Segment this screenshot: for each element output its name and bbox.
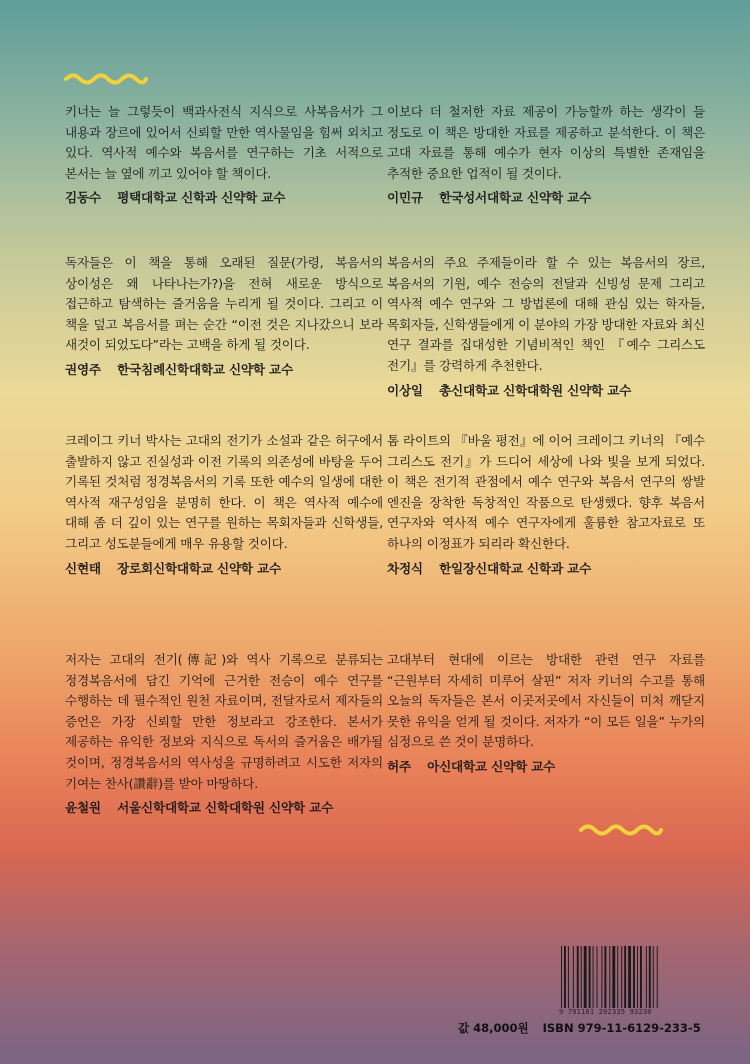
barcode-bar [657, 946, 658, 1008]
author-affiliation: 한일장신대학교 신학과 교수 [439, 560, 592, 576]
review-text: 저자는 고대의 전기(傳記)와 역사 기록으로 분류되는 정경복음서에 담긴 기억에 근거한 전승이 예수 연구를 수행하는 데 필수적인 원천 자료이며, 전달자로서 제자들의 증언은 가장 신뢰할 만한 정보라고 강조한다. 본서가 제공하는 유익한 정보와 지식으로 독서의 즐거움은 배가될 것이며, 정경복음서의 역사성을 규명하려고 시도한 저자의 기여는 찬사(讚辭)를 받아 마땅하다. [65, 652, 383, 791]
barcode-bar [577, 946, 579, 1008]
author-name: 이민규 [387, 190, 423, 206]
review-2 [387, 102, 705, 206]
barcode-bar [649, 946, 651, 1008]
review-text: 톰 라이트의 『바울 평전』에 이어 크레이그 키너의 『예수 그리스도 전기』가 드디어 세상에 나와 빛을 보게 되었다. 이 책은 전기적 관점에서 예수 연구와 복음서 연구의 쌍발 엔진을 장착한 독창적인 작품으로 탄생했다. 향후 복음서 연구자와 역사적 예수 연구자에게 훌륭한 참고자료로 또 하나의 이정표가 되리라 확신한다. [387, 433, 705, 551]
wave-decoration-top [64, 70, 148, 86]
barcode-bar [612, 946, 615, 1008]
review-4 [387, 253, 705, 399]
price: 값 48,000원 [458, 1021, 529, 1035]
review-author [387, 756, 705, 775]
review-text: 고대부터 현대에 이르는 방대한 관련 연구 자료를 “근원부터 자세히 미루어 살핀” 저자 키너의 수고를 통해 오늘의 독자들은 본서 이곳저곳에서 자신들이 미처 깨닫지 못한 유익을 얻게 될 것이다. 저자가 “이 모든 일을” 누가의 심정으로 쓴 것이 분명하다. [387, 652, 705, 750]
review-text: 이보다 더 철저한 자료 제공이 가능할까 하는 생각이 들 정도로 이 책은 방대한 자료를 제공하고 분석한다. 이 책은 고대 자료를 통해 예수가 현자 이상의 특별한 존재임을 추적한 중요한 업적이 될 것이다. [387, 104, 705, 181]
barcode-bar [601, 946, 602, 1008]
author-name: 이상일 [387, 382, 423, 398]
barcode-bar [633, 946, 635, 1008]
wave-decoration-bottom [579, 821, 663, 837]
author-name: 윤철원 [65, 800, 101, 816]
author-affiliation: 한국침례신학대학교 신약학 교수 [117, 361, 293, 377]
review-author [387, 380, 705, 399]
author-name: 김동수 [65, 190, 101, 206]
barcode-bar [584, 946, 587, 1008]
barcode-bar [593, 946, 594, 1008]
review-author [65, 187, 383, 206]
author-name: 신현태 [65, 560, 101, 576]
review-author [387, 187, 705, 206]
barcode-bar [628, 946, 631, 1008]
barcode-bar [621, 946, 622, 1008]
barcode-bar [564, 946, 566, 1008]
review-text: 크레이그 키너 박사는 고대의 전기가 소설과 같은 허구에서 출발하지 않고 진실성과 이전 기록의 의존성에 바탕을 두어 기록된 것처럼 정경복음서의 기록 또한 예수의 일생에 대한 역사적 재구성임을 분명히 한다. 이 책은 역사적 예수에 대해 좀 더 깊이 있는 연구를 원하는 목회자들과 신학생들, 그리고 성도분들에게 매우 유용할 것이다. [65, 433, 383, 551]
author-name: 허주 [387, 758, 411, 774]
review-author [65, 558, 383, 577]
barcode-bar [581, 946, 582, 1008]
barcode-bar [646, 946, 647, 1008]
review-text: 독자들은 이 책을 통해 오래된 질문(가령, 복음서의 상이성은 왜 나타나는가?)을 전혀 새로운 방식으로 접근하고 탐색하는 즐거움을 누리게 될 것이다. 그리고 이 책을 덮고 복음서를 펴는 순간 “이전 것은 지나갔으니 보라 새것이 되었도다”라는 고백을 하게 될 것이다. [65, 255, 383, 353]
barcode-digits: 9 791161 292335 93230 [559, 1008, 652, 1016]
barcode-bar [617, 946, 618, 1008]
barcode-bar [624, 946, 626, 1008]
barcode-bar [609, 946, 610, 1008]
review-author [387, 558, 705, 577]
review-8 [387, 650, 705, 775]
author-affiliation: 서울신학대학교 신학대학원 신약학 교수 [117, 800, 334, 816]
review-1 [65, 102, 383, 206]
barcode-bar [568, 946, 569, 1008]
author-affiliation: 한국성서대학교 신약학 교수 [439, 190, 592, 206]
barcode-bar [573, 946, 574, 1008]
author-name: 권영주 [65, 361, 101, 377]
isbn-number: ISBN 979-11-6129-233-5 [542, 1021, 701, 1035]
review-6 [387, 431, 705, 577]
barcode-bar [653, 946, 654, 1008]
author-affiliation: 아신대학교 신약학 교수 [427, 758, 556, 774]
barcode-bar [637, 946, 638, 1008]
review-author [65, 359, 383, 378]
review-3 [65, 253, 383, 378]
review-5 [65, 431, 383, 577]
barcode-bar [561, 946, 562, 1008]
review-author [65, 797, 383, 816]
author-affiliation: 평택대학교 신학과 신약학 교수 [117, 190, 286, 206]
author-affiliation: 총신대학교 신학대학원 신약학 교수 [439, 382, 632, 398]
review-7 [65, 650, 383, 816]
barcode-bar [604, 946, 606, 1008]
barcode-bar [597, 946, 598, 1008]
price-isbn-line [458, 1020, 701, 1036]
author-name: 차정식 [387, 560, 423, 576]
author-affiliation: 장로회신학대학교 신약학 교수 [117, 560, 282, 576]
barcode-bar [640, 946, 642, 1008]
review-text: 복음서의 주요 주제들이라 할 수 있는 복음서의 장르, 복음서의 기원, 예수 전승의 전달과 신빙성 문제 그리고 역사적 예수 연구와 그 방법론에 대해 관심 있는 학자들, 목회자들, 신학생들에게 이 분야의 가장 방대한 자료와 최신 연구 결과를 집대성한 기념비적인 책인 『예수 그리스도 전기』를 강력하게 추천한다. [387, 255, 705, 373]
barcode-bar [589, 946, 591, 1008]
review-text: 키너는 늘 그렇듯이 백과사전식 지식으로 사복음서가 그 내용과 장르에 있어서 신뢰할 만한 역사물임을 힘써 외치고 있다. 역사적 예수와 복음서를 연구하는 기초 서적으로 본서는 늘 옆에 끼고 있어야 할 책이다. [65, 104, 383, 181]
isbn-barcode [560, 946, 684, 1008]
